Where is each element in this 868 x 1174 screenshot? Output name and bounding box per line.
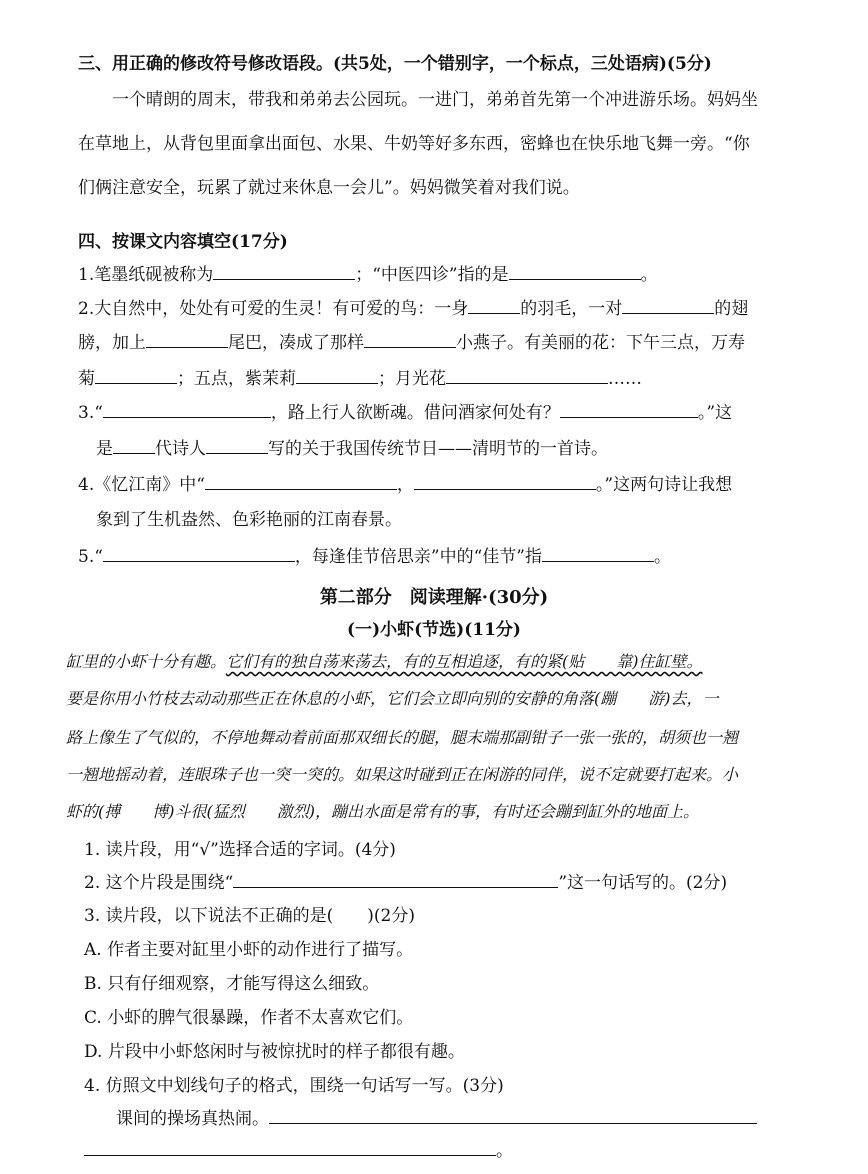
answer-blank[interactable] <box>468 296 520 314</box>
reading-question-4: 4. 仿照文中划线句子的格式，围绕一句话写一写。(3分) <box>84 1076 504 1096</box>
q2-text-e: 尾巴，凑成了那样 <box>228 333 364 353</box>
q1-text-b: ；“中医四诊”指的是 <box>355 265 509 285</box>
answer-blank[interactable] <box>509 262 641 280</box>
passage-line-3: 路上像生了气似的，不停地舞动着前面那双细长的腿，腿末端那副钳子一张一张的，胡须也一翘 <box>66 728 739 747</box>
q2-text-h: ；五点，紫茉莉 <box>177 369 296 389</box>
q1-text-c: 。 <box>640 265 658 285</box>
q2-text-j: …… <box>608 369 642 389</box>
option-b[interactable]: B. 只有仔细观察，才能写得这么细致。 <box>84 974 380 994</box>
q3-text-f: 写的关于我国传统节日——清明节的一首诗。 <box>268 439 608 459</box>
q3-text-e: 代诗人 <box>155 439 206 459</box>
q3-text-a: 3.“ <box>78 403 103 423</box>
reading-question-1: 1. 读片段，用“√”选择合适的字词。(4分) <box>84 840 396 860</box>
writing-line-2 <box>84 1138 513 1163</box>
part-2-title: 第二部分 阅读理解·(30分) <box>319 587 549 608</box>
answer-blank[interactable] <box>146 330 228 348</box>
question-2-line-1 <box>78 296 748 321</box>
q1-text-a: 1.笔墨纸砚被称为 <box>78 265 214 285</box>
writing-prompt: 课间的操场真热闹。 <box>116 1109 269 1129</box>
answer-blank[interactable] <box>414 472 596 490</box>
paragraph-line-2: 在草地上，从背包里面拿出面包、水果、牛奶等好多东西，密蜂也在快乐地飞舞一旁。“你 <box>78 134 750 154</box>
q5-text-a: 5.“ <box>78 547 103 567</box>
writing-line-1 <box>116 1106 757 1131</box>
writing-end: 。 <box>496 1141 513 1161</box>
q4-text-b: ， <box>396 475 414 495</box>
answer-blank[interactable] <box>84 1138 496 1156</box>
passage-text: 缸里的小虾十分有趣。 <box>66 652 227 671</box>
paragraph-line-1: 一个晴朗的周末，带我和弟弟去公园玩。一进门，弟弟首先第一个冲进游乐场。妈妈坐 <box>112 90 758 110</box>
question-2-line-3 <box>78 366 642 391</box>
answer-blank[interactable] <box>269 1106 757 1124</box>
answer-blank[interactable] <box>205 472 397 490</box>
passage-line-4: 一翘地摇动着，连眼珠子也一突一突的。如果这时碰到正在闲游的同伴，说不定就要打起来。小 <box>66 765 739 784</box>
passage-subtitle: (一)小虾(节选)(11分) <box>347 620 521 640</box>
question-2-line-2 <box>78 330 745 355</box>
rq2-text-a: 2. 这个片段是围绕“ <box>84 873 234 893</box>
answer-blank[interactable] <box>213 262 355 280</box>
answer-blank[interactable] <box>364 330 456 348</box>
answer-blank[interactable] <box>103 544 295 562</box>
answer-blank[interactable] <box>233 870 558 888</box>
passage-line-2: 要是你用小竹枝去动动那些正在休息的小虾，它们会立即向别的安静的角落(蹦 游)去，一 <box>66 689 719 708</box>
answer-blank[interactable] <box>95 366 177 384</box>
q2-text-f: 小燕子。有美丽的花：下午三点，万寿 <box>456 333 745 353</box>
answer-blank[interactable] <box>206 436 268 454</box>
q2-text-g: 菊 <box>78 369 95 389</box>
answer-blank[interactable] <box>542 544 654 562</box>
q5-text-c: 。 <box>654 547 671 567</box>
passage-line-1 <box>66 650 703 674</box>
question-3-line-1 <box>78 400 732 425</box>
passage-line-5: 虾的(搏 博)斗很(猛烈 激烈)，蹦出水面是常有的事，有时还会蹦到缸外的地面上。 <box>66 802 699 821</box>
question-4-line-1 <box>78 472 732 497</box>
section-3-heading: 三、用正确的修改符号修改语段。(共5处，一个错别字，一个标点，三处语病)(5分) <box>78 54 712 74</box>
question-1 <box>78 262 658 287</box>
answer-blank[interactable] <box>446 366 608 384</box>
q5-text-b: ，每逢佳节倍思亲”中的“佳节”指 <box>294 547 542 567</box>
reading-question-3: 3. 读片段，以下说法不正确的是( )(2分) <box>84 906 415 926</box>
q2-text-c: 的翅 <box>714 299 749 319</box>
paragraph-line-3: 们俩注意安全，玩累了就过来休息一会儿”。妈妈微笑着对我们说。 <box>78 178 580 198</box>
q3-text-b: ，路上行人欲断魂。借问酒家何处有？ <box>270 403 560 423</box>
answer-blank[interactable] <box>113 436 155 454</box>
option-d[interactable]: D. 片段中小虾悠闲时与被惊扰时的样子都很有趣。 <box>84 1042 465 1062</box>
option-c[interactable]: C. 小虾的脾气很暴躁，作者不太喜欢它们。 <box>84 1008 414 1028</box>
answer-blank[interactable] <box>296 366 378 384</box>
q2-text-d: 膀，加上 <box>78 333 146 353</box>
reading-question-2 <box>84 870 727 895</box>
underlined-sentence: 它们有的独自荡来荡去，有的互相追逐，有的紧(贴 靠)住缸壁。 <box>226 652 703 671</box>
question-4-line-2: 象到了生机盎然、色彩艳丽的江南春景。 <box>96 510 402 530</box>
q3-text-c: 。”这 <box>697 403 733 423</box>
question-3-line-2 <box>96 436 608 461</box>
option-a[interactable]: A. 作者主要对缸里小虾的动作进行了描写。 <box>84 940 414 960</box>
question-5 <box>78 544 671 569</box>
answer-blank[interactable] <box>560 400 698 418</box>
q3-text-d: 是 <box>96 439 113 459</box>
section-4-heading: 四、按课文内容填空(17分) <box>78 232 288 252</box>
q4-text-a: 4.《忆江南》中“ <box>78 475 205 495</box>
rq2-text-b: ”这一句话写的。(2分) <box>558 873 728 893</box>
q2-text-i: ；月光花 <box>378 369 446 389</box>
answer-blank[interactable] <box>103 400 271 418</box>
q4-text-c: 。”这两句诗让我想 <box>595 475 733 495</box>
q2-text-a: 2.大自然中，处处有可爱的生灵！有可爱的鸟：一身 <box>78 299 469 319</box>
q2-text-b: 的羽毛，一对 <box>520 299 623 319</box>
answer-blank[interactable] <box>622 296 714 314</box>
